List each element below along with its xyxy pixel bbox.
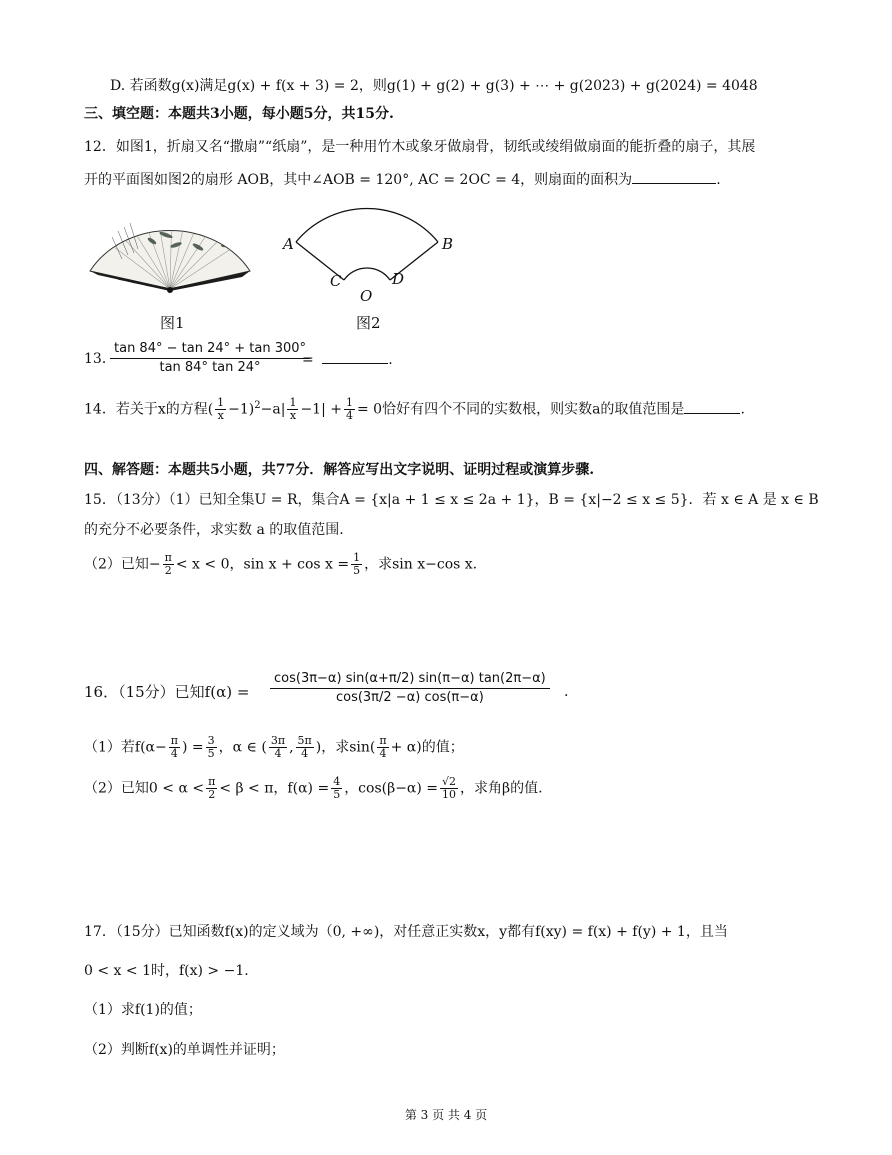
q14-part-a: 14．若关于x的方程( — [84, 401, 214, 418]
point-a-label: A — [283, 235, 294, 253]
fraction-1-over-4: $\frac{1}{4}$ — [346, 396, 353, 423]
fraction-5pi-over-4: $\frac{5\pi}{4}$ — [297, 734, 312, 760]
answer-blank — [684, 399, 740, 414]
fraction-pi-over-2-2: $\frac{\pi}{2}$ — [208, 775, 216, 801]
q16-fraction — [270, 670, 550, 707]
fraction-pi-over-4-2: $\frac{\pi}{4}$ — [379, 734, 387, 760]
q17-line-2: 0 < x < 1时，f(x) > −1. — [84, 963, 249, 979]
point-d-label: D — [392, 270, 405, 288]
q16-period: . — [564, 684, 569, 700]
fraction-3pi-over-4: $\frac{3\pi}{4}$ — [270, 734, 286, 760]
inner-arc — [344, 268, 390, 280]
q13-denominator: tan 84° tan 24° — [159, 360, 261, 375]
page-footer: 第 3 页 共 4 页 — [404, 1108, 488, 1122]
fraction-4-over-5: $\frac{4}{5}$ — [333, 775, 341, 801]
fraction-1-over-x: $\frac{1}{x}$ — [217, 396, 225, 423]
figure-2-caption: 图2 — [356, 314, 381, 332]
fraction-pi-over-2: $\frac{\pi}{2}$ — [164, 551, 172, 577]
q12-text: 开的平面图如图2的扇形 AOB，其中∠AOB = 120°, AC = 2OC = 4，则扇面的面积为 — [84, 172, 633, 188]
q16-number: 16．（15分）已知f(α) = — [84, 683, 250, 701]
q13-equals: = — [302, 352, 314, 368]
fan-image — [88, 205, 252, 297]
q12-line-1: 12．如图1，折扇又名“撒扇”“纸扇”，是一种用竹木或象牙做扇骨，韧纸或绫绢做扇面的能折叠的扇子，其展 — [84, 139, 756, 155]
q13-numerator: tan 84° − tan 24° + tan 300° — [110, 340, 310, 359]
option-d: D. 若函数g(x)满足g(x) + f(x + 3) = 2，则g(1) + g(2) + g(3) + ⋯ + g(2023) + g(2024) = 4048 — [110, 78, 758, 94]
fraction-3-over-5: $\frac{3}{5}$ — [207, 734, 215, 760]
answer-blank — [632, 169, 716, 184]
q13-fraction — [110, 340, 310, 377]
point-o-label: O — [360, 287, 373, 305]
q14-part-e: = 0恰好有四个不同的实数根，则实数a的取值范围是 — [357, 401, 685, 418]
q15-part-2: （2）已知− $\frac{\pi}{2}$ < x < 0，sin x + cos x = $\frac{1}{5}$ ，求sin x−cos x. — [84, 551, 478, 577]
q14-line: 14．若关于x的方程( $\frac{1}{x}$ −1)$^2$−a| $\frac{1}{x}$ −1| + $\frac{1}{4}$ = 0恰好有四个不同的实数根，则实数a的取值范围是 . — [84, 396, 745, 423]
q14-part-b: −1) — [228, 401, 255, 418]
outer-arc — [296, 209, 438, 242]
q17-line-1: 17．（15分）已知函数f(x)的定义域为（0, +∞)，对任意正实数x，y都有f(xy) = f(x) + f(y) + 1，且当 — [84, 924, 728, 940]
q16-numerator: cos(3π−α) sin(α+π/2) sin(π−α) tan(2π−α) — [270, 670, 550, 689]
q14-part-c: −a| — [260, 401, 286, 418]
q14-part-d: −1| + — [300, 401, 342, 418]
exponent-2: 2 — [254, 400, 261, 411]
fraction-pi-over-4: $\frac{\pi}{4}$ — [170, 734, 178, 760]
fraction-sqrt2-over-10: $\frac{√2}{10}$ — [442, 775, 457, 801]
q13-tail: = . — [302, 349, 393, 370]
q16-denominator: cos(3π/2 −α) cos(π−α) — [335, 690, 484, 705]
point-c-label: C — [330, 272, 342, 290]
q12-line-2: 开的平面图如图2的扇形 AOB，其中∠AOB = 120°, AC = 2OC = 4，则扇面的面积为 . — [84, 169, 721, 190]
fraction-1-over-x-2: $\frac{1}{x}$ — [289, 396, 297, 423]
fraction-1-over-5: $\frac{1}{5}$ — [353, 551, 361, 577]
q15-line-1: 15．（13分）（1）已知全集U = R，集合A = {x|a + 1 ≤ x ≤ 2a + 1}，B = {x|−2 ≤ x ≤ 5}．若 x ∈ A 是 x ∈ B — [84, 492, 819, 508]
q17-part-1: （1）求f(1)的值； — [84, 1002, 202, 1018]
q17-part-2: （2）判断f(x)的单调性并证明； — [84, 1042, 285, 1058]
figure-1-caption: 图1 — [160, 314, 185, 332]
q13-number: 13． — [84, 351, 116, 367]
point-b-label: B — [442, 235, 454, 253]
answer-blank — [322, 349, 388, 364]
section-4-heading: 四、解答题：本题共5小题，共77分．解答应写出文字说明、证明过程或演算步骤. — [84, 462, 595, 478]
q15-line-2: 的充分不必要条件，求实数 a 的取值范围. — [84, 522, 344, 538]
q16-part-2: （2）已知0 < α < $\frac{\pi}{2}$ < β < π，f(α) = $\frac{4}{5}$ ，cos(β−α) = $\frac{√2}{10}$ ，求角β的值. — [84, 775, 543, 801]
section-3-heading: 三、填空题：本题共3小题，每小题5分，共15分. — [84, 106, 394, 122]
q16-part-1: （1）若f(α− $\frac{\pi}{4}$ ) = $\frac{3}{5}$ ，α ∈ ( $\frac{3\pi}{4}$ , $\frac{5\pi}{4}$ )，求sin( $\frac{\pi}{4}$ + α)的值； — [84, 734, 464, 760]
